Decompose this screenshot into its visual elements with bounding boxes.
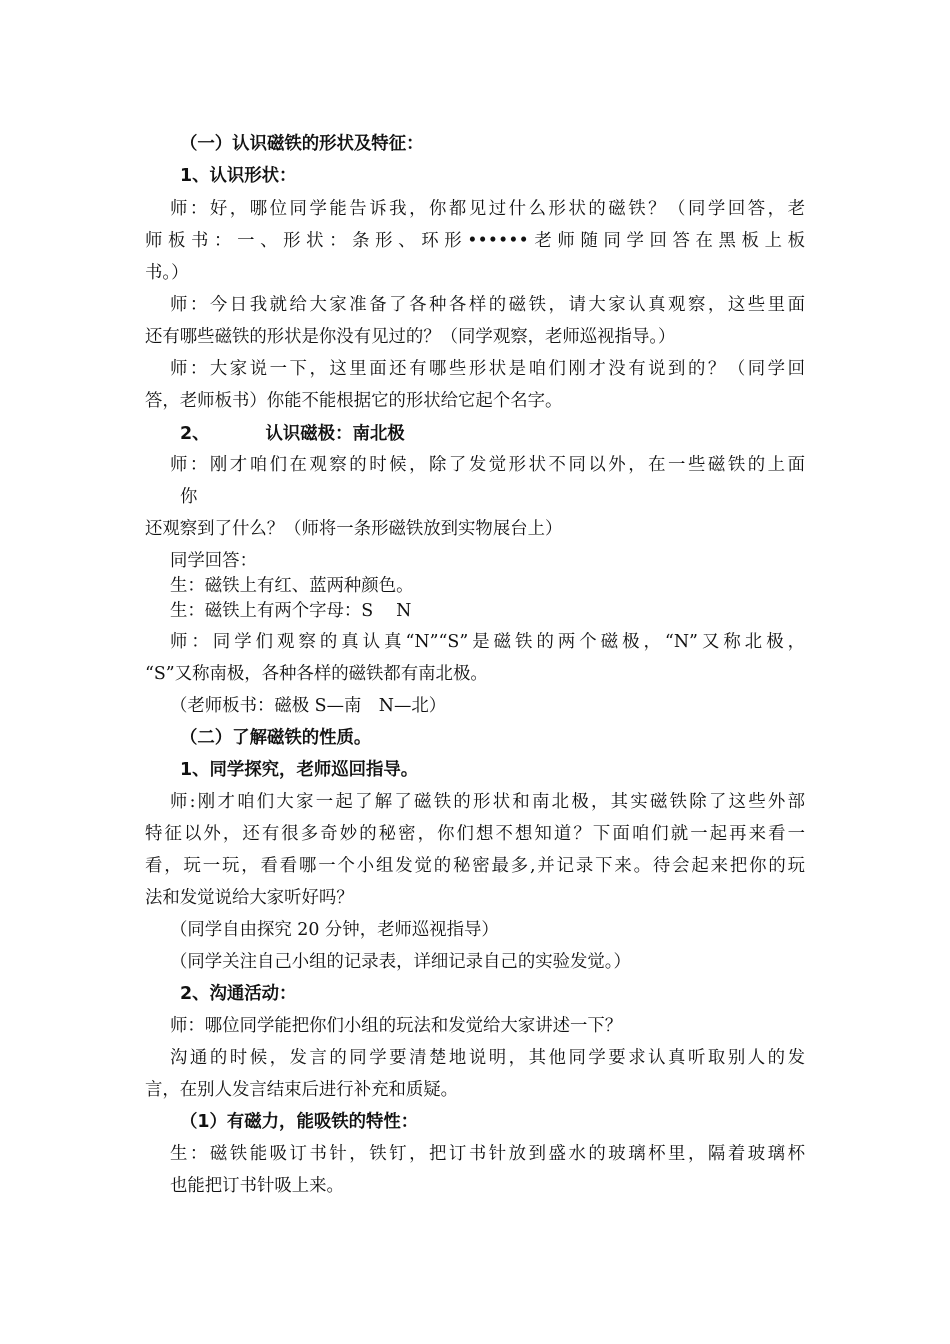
paragraph-line: 看，玩一玩，看看哪一个小组发觉的秘密最多,并记录下来。待会起来把你的玩 bbox=[145, 856, 805, 876]
paragraph-line: 生：磁铁上有两个字母：S N bbox=[170, 601, 412, 621]
subsection-1-1-heading: 1、认识形状： bbox=[180, 166, 297, 186]
paragraph-line: （同学自由探究 20 分钟，老师巡视指导） bbox=[170, 920, 499, 940]
subsection-2-1-heading: 1、同学探究，老师巡回指导。 bbox=[180, 760, 419, 780]
paragraph-line: 师:刚才咱们大家一起了解了磁铁的形状和南北极，其实磁铁除了这些外部 bbox=[170, 792, 805, 812]
paragraph-line: 特征以外，还有很多奇妙的秘密，你们想不想知道？下面咱们就一起再来看一 bbox=[145, 824, 805, 844]
section-1-heading: （一）认识磁铁的形状及特征： bbox=[180, 134, 424, 154]
paragraph-line: 还观察到了什么？（师将一条形磁铁放到实物展台上） bbox=[145, 519, 563, 539]
paragraph-line: 你 bbox=[180, 487, 198, 507]
paragraph-line: 师：哪位同学能把你们小组的玩法和发觉给大家讲述一下？ bbox=[170, 1016, 623, 1036]
paragraph-line: 师：刚才咱们在观察的时候，除了发觉形状不同以外，在一些磁铁的上面 bbox=[170, 455, 805, 475]
paragraph-line: 还有哪些磁铁的形状是你没有见过的？（同学观察，老师巡视指导。） bbox=[145, 327, 676, 347]
paragraph-line: 师：今日我就给大家准备了各种各样的磁铁，请大家认真观察，这些里面 bbox=[170, 295, 805, 315]
paragraph-line: 也能把订书针吸上来。 bbox=[170, 1176, 344, 1196]
paragraph-line: 生：磁铁上有红、蓝两种颜色。 bbox=[170, 576, 414, 596]
subsection-title: 认识磁极：南北极 bbox=[265, 424, 405, 444]
paragraph-line: 言，在别人发言结束后进行补充和质疑。 bbox=[145, 1080, 459, 1100]
paragraph-line: 生：磁铁能吸订书针，铁钉，把订书针放到盛水的玻璃杯里，隔着玻璃杯 bbox=[170, 1144, 805, 1164]
paragraph-line: “S”又称南极，各种各样的磁铁都有南北极。 bbox=[145, 664, 488, 684]
paragraph-line: 师：好，哪位同学能告诉我，你都见过什么形状的磁铁？（同学回答，老 bbox=[170, 199, 805, 219]
paragraph-line: 师：大家说一下，这里面还有哪些形状是咱们刚才没有说到的？（同学回 bbox=[170, 359, 805, 379]
section-2-heading: （二）了解磁铁的性质。 bbox=[180, 728, 372, 748]
subsection-2-2-heading: 2、沟通活动： bbox=[180, 984, 297, 1004]
paragraph-line: 沟通的时候，发言的同学要清楚地说明，其他同学要求认真听取别人的发 bbox=[170, 1048, 805, 1068]
paragraph-line: 书。） bbox=[145, 263, 189, 283]
paragraph-line: 同学回答： bbox=[170, 551, 257, 571]
paragraph-line: （老师板书：磁极 S—南 N—北） bbox=[170, 696, 447, 716]
paragraph-line: 法和发觉说给大家听好吗？ bbox=[145, 888, 354, 908]
paragraph-line: 答，老师板书）你能不能根据它的形状给它起个名字。 bbox=[145, 391, 563, 411]
subsection-2-2-1-heading: （1）有磁力，能吸铁的特性： bbox=[180, 1112, 419, 1132]
subsection-number: 2、 bbox=[180, 424, 210, 444]
paragraph-line: 师：同学们观察的真认真“N”“S”是磁铁的两个磁极，“N”又称北极， bbox=[170, 632, 805, 652]
subsection-1-2-heading bbox=[180, 423, 405, 445]
paragraph-line: 师板书：一、形状：条形、环形••••••老师随同学回答在黑板上板 bbox=[145, 231, 805, 251]
paragraph-line: （同学关注自己小组的记录表，详细记录自己的实验发觉。） bbox=[170, 952, 631, 972]
